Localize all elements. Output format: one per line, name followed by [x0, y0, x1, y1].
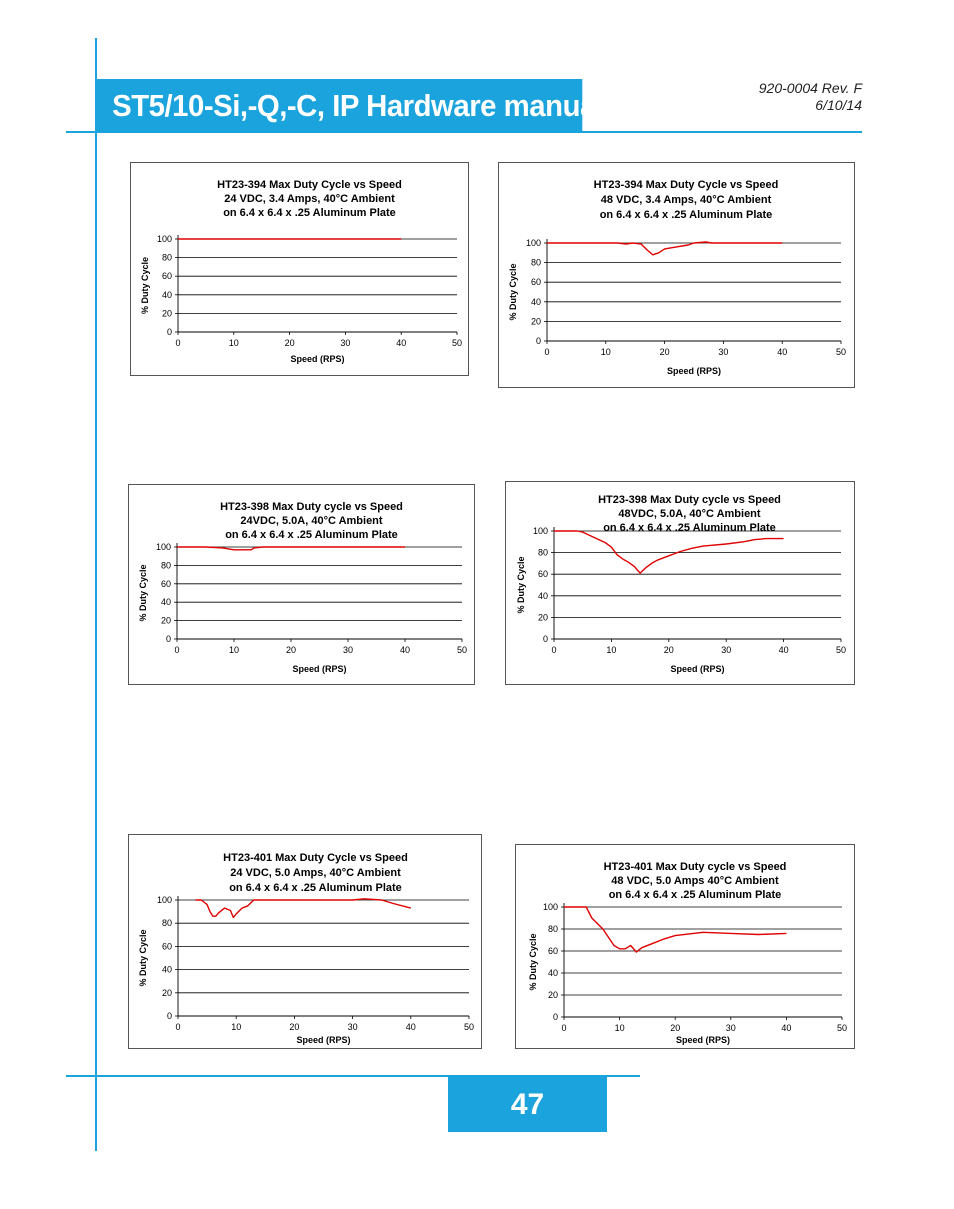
y-tick-label: 100 — [156, 895, 172, 905]
chart-title-line: 24 VDC, 3.4 Amps, 40°C Ambient — [224, 193, 395, 205]
revision-info — [759, 80, 862, 114]
chart-svg — [506, 482, 854, 684]
x-axis-label: Speed (RPS) — [292, 664, 347, 674]
y-tick-label: 100 — [532, 526, 548, 536]
chart-title-line: on 6.4 x 6.4 x .25 Aluminum Plate — [225, 529, 398, 541]
x-tick-label: 50 — [836, 1023, 848, 1033]
y-tick-label: 80 — [547, 924, 558, 934]
y-tick-label: 100 — [156, 234, 172, 244]
x-tick-label: 30 — [721, 645, 732, 655]
x-tick-label: 30 — [725, 1023, 736, 1033]
y-tick-label: 100 — [525, 238, 541, 248]
chart-title-line: 48 VDC, 5.0 Amps 40°C Ambient — [611, 875, 779, 887]
x-tick-label: 40 — [778, 645, 789, 655]
y-tick-label: 0 — [165, 634, 171, 644]
y-tick-label: 60 — [161, 271, 172, 282]
chart-svg — [131, 163, 468, 375]
x-tick-label: 40 — [399, 645, 411, 655]
chart-svg — [129, 485, 474, 684]
y-tick-label: 60 — [160, 578, 171, 589]
page-number: 47 — [448, 1077, 607, 1132]
y-axis-label: % Duty Cycle — [138, 929, 148, 987]
chart-title-line: 24 VDC, 5.0 Amps, 40°C Ambient — [230, 867, 401, 879]
x-tick-label: 40 — [777, 347, 788, 357]
x-tick-label: 50 — [835, 645, 847, 655]
x-tick-label: 20 — [289, 1022, 300, 1032]
chart-title-line: 24VDC, 5.0A, 40°C Ambient — [240, 515, 383, 527]
y-tick-label: 40 — [547, 968, 558, 978]
x-tick-label: 0 — [175, 1022, 181, 1032]
y-tick-label: 20 — [161, 987, 172, 998]
x-tick-label: 10 — [228, 338, 239, 348]
chart-title-line: HT23-398 Max Duty cycle vs Speed — [598, 494, 781, 506]
chart-ht23-398-24vdc — [128, 484, 475, 685]
x-tick-label: 40 — [781, 1023, 792, 1033]
x-tick-label: 10 — [614, 1023, 625, 1033]
chart-title-line: HT23-401 Max Duty Cycle vs Speed — [223, 852, 408, 864]
chart-ht23-398-48vdc — [505, 481, 855, 685]
y-tick-label: 80 — [161, 918, 172, 929]
chart-ht23-394-48vdc — [498, 162, 855, 388]
y-axis-label: % Duty Cycle — [138, 564, 148, 622]
x-tick-label: 20 — [663, 645, 674, 655]
x-tick-label: 30 — [718, 347, 729, 357]
y-tick-label: 0 — [166, 327, 172, 337]
x-tick-label: 20 — [284, 338, 295, 348]
y-tick-label: 40 — [160, 597, 171, 608]
y-tick-label: 20 — [537, 612, 548, 623]
y-tick-label: 40 — [537, 590, 548, 601]
chart-ht23-401-24vdc — [128, 834, 482, 1049]
series-line — [554, 531, 784, 573]
x-tick-label: 30 — [340, 338, 351, 348]
y-tick-label: 60 — [530, 277, 541, 288]
chart-title-line: HT23-394 Max Duty Cycle vs Speed — [217, 179, 402, 191]
x-axis-label: Speed (RPS) — [296, 1035, 351, 1045]
doc-number: 920-0004 Rev. F — [758, 80, 862, 96]
chart-title-line: 48 VDC, 3.4 Amps, 40°C Ambient — [600, 194, 772, 206]
y-tick-label: 60 — [547, 946, 558, 956]
x-tick-label: 20 — [285, 645, 297, 655]
y-axis-label: % Duty Cycle — [140, 256, 150, 315]
chart-title-line: on 6.4 x 6.4 x .25 Aluminum Plate — [603, 522, 776, 534]
x-tick-label: 30 — [342, 645, 354, 655]
y-tick-label: 40 — [161, 289, 172, 300]
x-tick-label: 10 — [600, 347, 611, 357]
y-tick-label: 40 — [161, 964, 172, 975]
y-tick-label: 0 — [552, 1012, 558, 1022]
y-tick-label: 20 — [530, 316, 541, 327]
x-axis-label: Speed (RPS) — [670, 664, 725, 674]
y-tick-label: 20 — [547, 990, 558, 1000]
chart-title-line: on 6.4 x 6.4 x .25 Aluminum Plate — [229, 882, 402, 894]
x-tick-label: 10 — [228, 645, 240, 655]
x-tick-label: 50 — [463, 1022, 475, 1032]
y-tick-label: 20 — [161, 308, 172, 319]
x-tick-label: 0 — [544, 347, 550, 357]
chart-title-line: 48VDC, 5.0A, 40°C Ambient — [618, 508, 761, 520]
y-tick-label: 100 — [542, 902, 558, 912]
series-line — [547, 242, 782, 255]
x-axis-label: Speed (RPS) — [666, 366, 722, 376]
y-axis-label: % Duty Cycle — [516, 556, 526, 614]
y-tick-label: 60 — [161, 941, 172, 952]
x-tick-label: 0 — [174, 645, 180, 655]
x-tick-label: 0 — [561, 1023, 567, 1033]
y-tick-label: 60 — [537, 569, 548, 580]
series-line — [196, 899, 411, 918]
x-tick-label: 0 — [551, 645, 557, 655]
y-tick-label: 0 — [542, 634, 548, 644]
chart-svg — [516, 845, 854, 1048]
y-tick-label: 80 — [161, 252, 172, 263]
x-tick-label: 10 — [606, 645, 617, 655]
x-axis-label: Speed (RPS) — [675, 1035, 731, 1045]
chart-title-line: on 6.4 x 6.4 x .25 Aluminum Plate — [223, 207, 396, 219]
chart-title-line: on 6.4 x 6.4 x .25 Aluminum Plate — [599, 209, 773, 221]
y-tick-label: 80 — [530, 257, 541, 268]
x-tick-label: 0 — [175, 338, 181, 348]
x-tick-label: 40 — [405, 1022, 416, 1032]
x-tick-label: 50 — [451, 338, 463, 348]
series-line — [564, 907, 786, 952]
chart-svg — [129, 835, 481, 1048]
page-title: ST5/10-Si,-Q,-C, IP Hardware manual — [97, 79, 582, 132]
series-line — [177, 547, 405, 550]
doc-date: 6/10/14 — [815, 97, 862, 113]
y-tick-label: 0 — [535, 336, 541, 346]
y-tick-label: 40 — [530, 296, 541, 307]
left-margin-rule — [95, 38, 97, 1151]
y-tick-label: 100 — [155, 542, 171, 552]
chart-ht23-401-48vdc — [515, 844, 855, 1049]
y-axis-label: % Duty Cycle — [508, 263, 518, 321]
chart-title-line: HT23-398 Max Duty cycle vs Speed — [220, 501, 403, 513]
y-axis-label: % Duty Cycle — [528, 933, 538, 991]
x-tick-label: 20 — [659, 347, 670, 357]
y-tick-label: 80 — [160, 560, 171, 571]
y-tick-label: 80 — [537, 547, 548, 558]
x-axis-label: Speed (RPS) — [290, 354, 345, 364]
y-tick-label: 0 — [166, 1011, 172, 1021]
x-tick-label: 30 — [347, 1022, 358, 1032]
x-tick-label: 50 — [456, 645, 468, 655]
x-tick-label: 40 — [396, 338, 407, 348]
y-tick-label: 20 — [160, 615, 171, 626]
x-tick-label: 10 — [231, 1022, 242, 1032]
chart-title-line: on 6.4 x 6.4 x .25 Aluminum Plate — [608, 889, 782, 901]
chart-ht23-394-24vdc — [130, 162, 469, 376]
chart-svg — [499, 163, 854, 387]
x-tick-label: 50 — [835, 347, 847, 357]
chart-title-line: HT23-394 Max Duty Cycle vs Speed — [593, 179, 779, 191]
chart-title-line: HT23-401 Max Duty cycle vs Speed — [603, 861, 787, 873]
x-tick-label: 20 — [670, 1023, 681, 1033]
